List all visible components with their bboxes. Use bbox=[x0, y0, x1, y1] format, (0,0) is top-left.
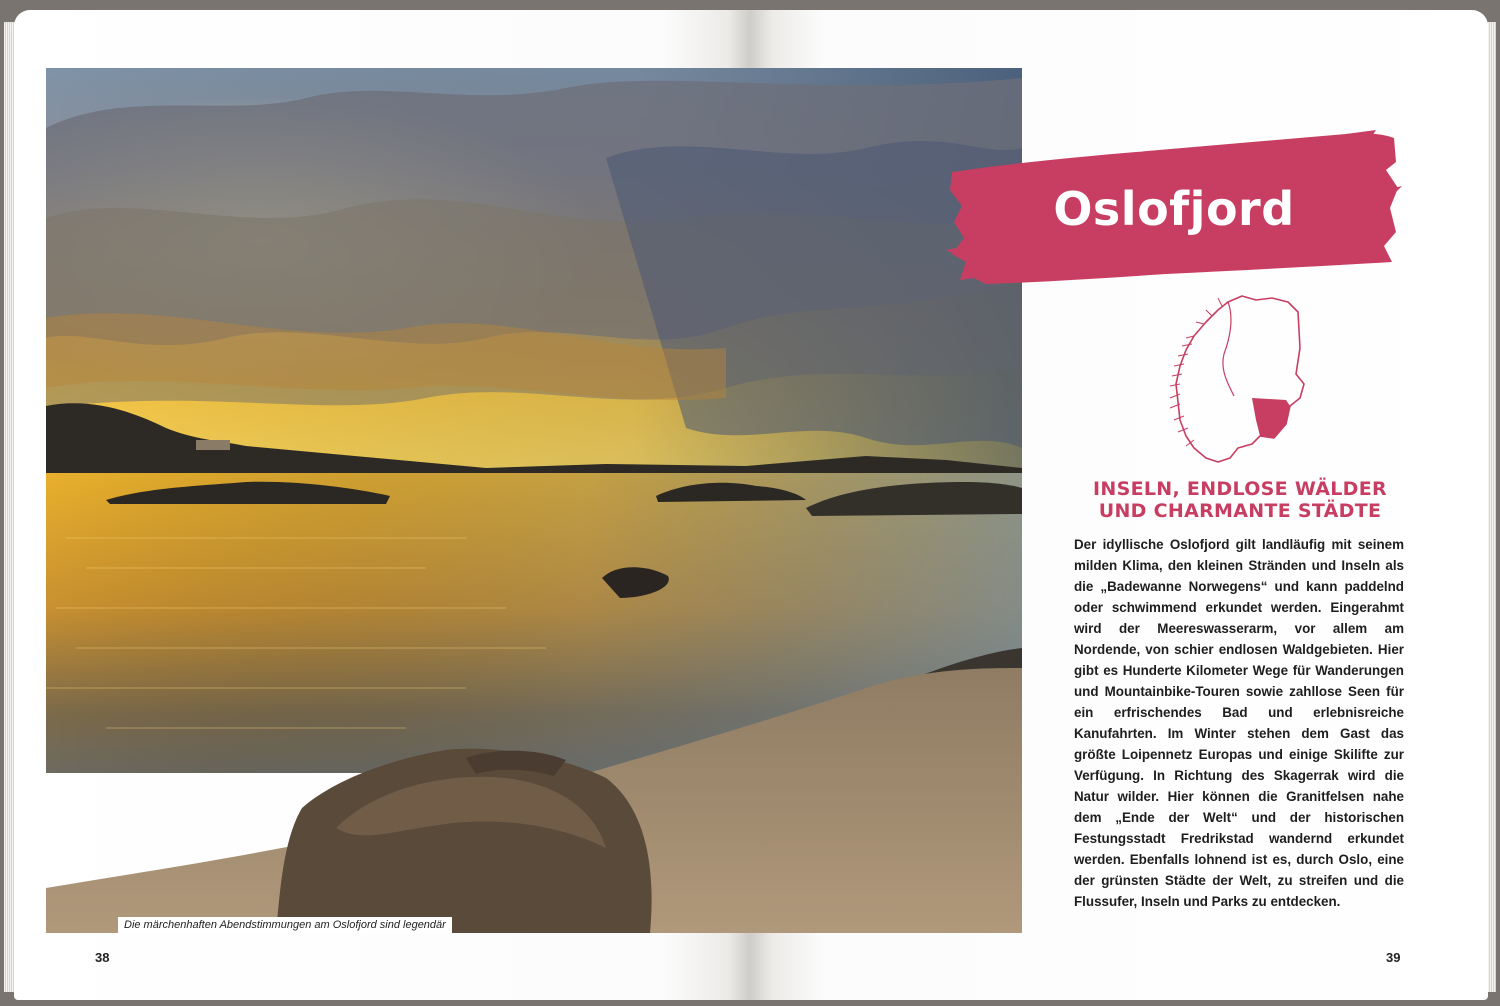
subtitle-line-1: INSELN, ENDLOSE WÄLDER bbox=[1093, 478, 1387, 500]
subtitle bbox=[1070, 478, 1410, 522]
page-title: Oslofjord bbox=[1053, 182, 1295, 236]
subtitle-line-2: UND CHARMANTE STÄDTE bbox=[1098, 500, 1382, 522]
page-number-left: 38 bbox=[95, 950, 110, 965]
photo-caption: Die märchenhaften Abendstimmungen am Oslofjord sind legendär bbox=[118, 917, 452, 933]
chapter-title-banner bbox=[946, 128, 1402, 292]
page-number-right: 39 bbox=[1386, 950, 1401, 965]
body-paragraph: Der idyllische Oslofjord gilt landläufig mit seinem milden Klima, den kleinen Stränden und Inseln als die „Badewanne Norwegens“ und kann paddelnd oder schwimmend erkundet werden. Eingerahmt wird der Meereswasserarm, vor allem am Nordende, von schier endlosen Waldgebieten. Hier gibt es Hunderte Kilometer Wege für Wanderungen und Mountainbike-Touren sowie zahllose Seen für ein erfrischendes Bad und erlebnisreiche Kanufahrten. Im Winter stehen dem Gast das größte Loipennetz Europas und einige Skilifte zur Verfügung. In Richtung des Skagerrak wird die Natur wilder. Hier können die Granitfelsen nahe dem „Ende der Welt“ und der historischen Festungsstadt Fredrikstad wandernd erkundet werden. Ebenfalls lohnend ist es, durch Oslo, eine der grünsten Städte der Welt, zu streifen und die Flussufer, Inseln und Parks zu entdecken. bbox=[1074, 537, 1404, 909]
norway-map-icon bbox=[1164, 288, 1314, 468]
sunset-photo bbox=[46, 68, 1022, 933]
